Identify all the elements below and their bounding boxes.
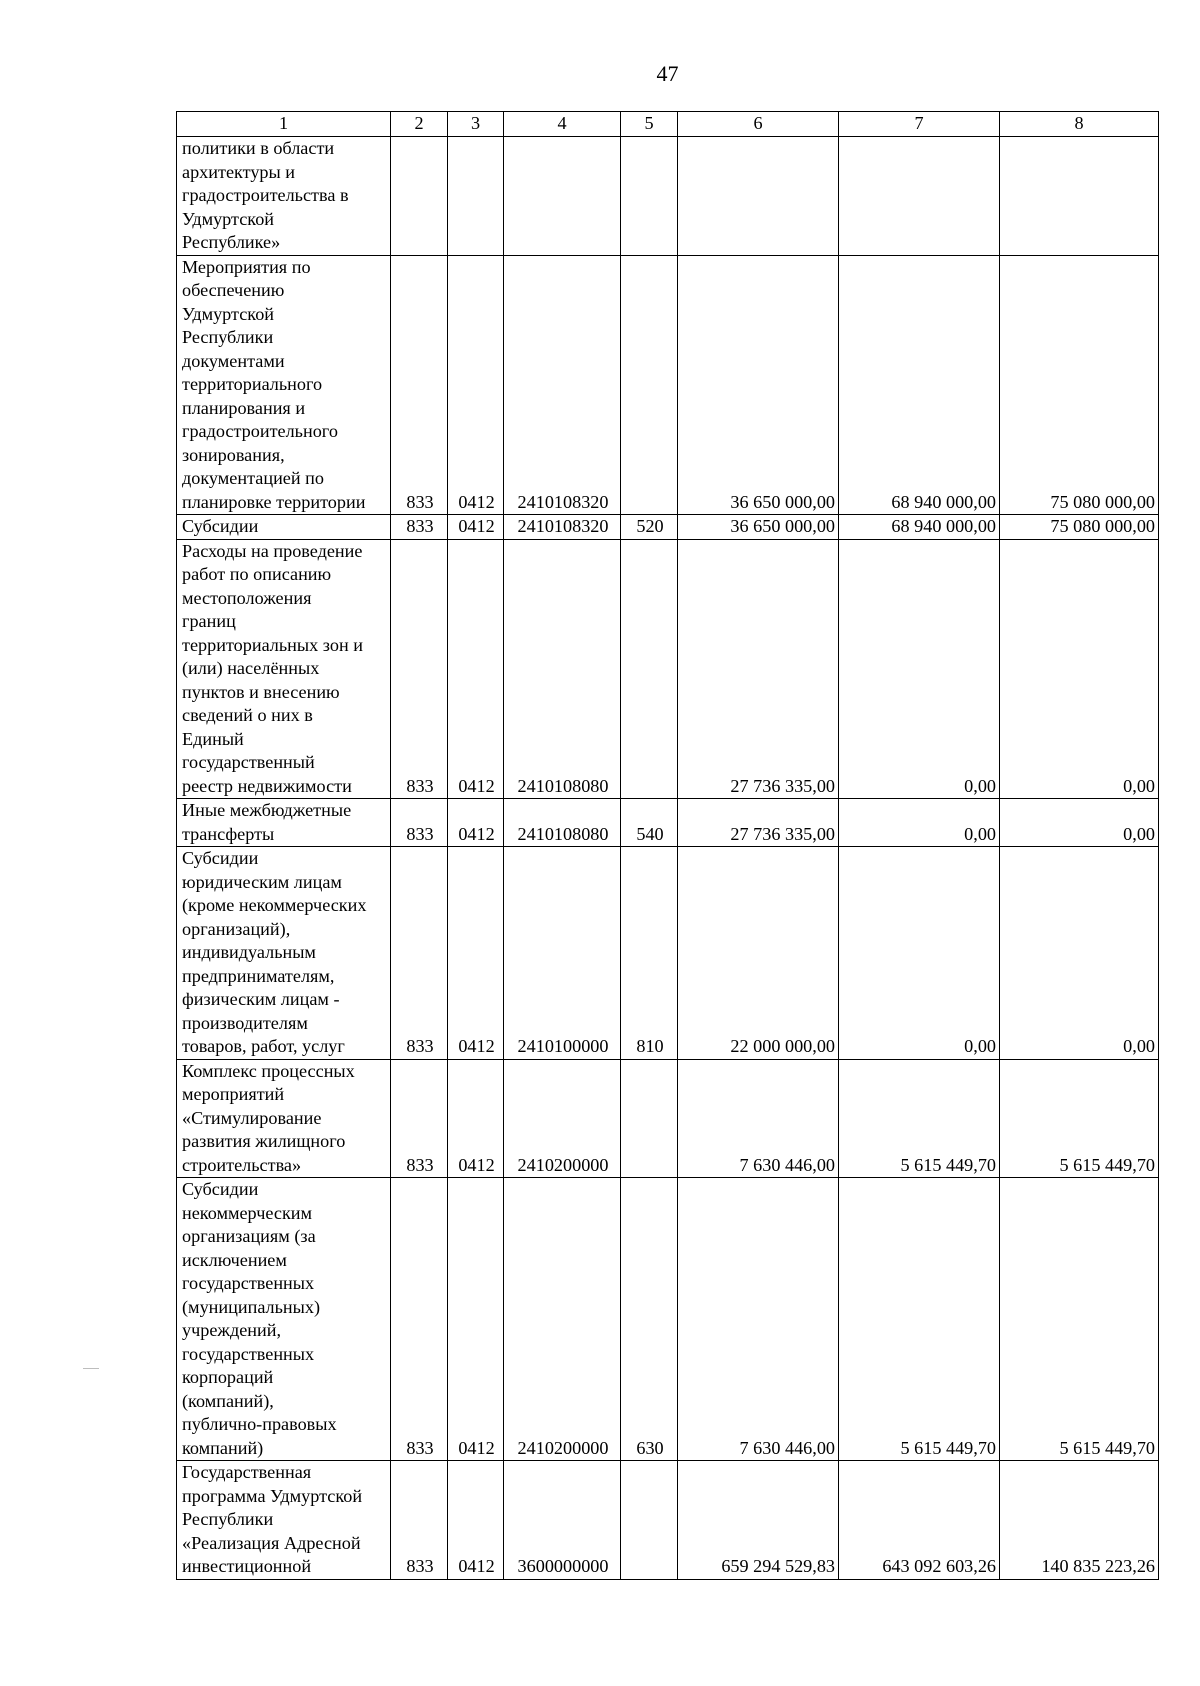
cell-col2: 833 — [391, 799, 448, 847]
cell-col5 — [621, 1059, 678, 1178]
cell-col3: 0412 — [448, 1059, 504, 1178]
cell-col8: 0,00 — [1000, 847, 1159, 1060]
page-number: 47 — [656, 61, 679, 86]
cell-col6: 7 630 446,00 — [678, 1178, 839, 1461]
cell-col4: 2410108080 — [504, 539, 621, 799]
row-name: Государственная программа Удмуртской Республики «Реализация Адресной инвестиционной — [177, 1461, 391, 1580]
column-header-2: 2 — [391, 112, 448, 137]
cell-col8: 0,00 — [1000, 539, 1159, 799]
cell-col6: 22 000 000,00 — [678, 847, 839, 1060]
cell-col2: 833 — [391, 1059, 448, 1178]
row-name: Комплекс процессных мероприятий «Стимулирование развития жилищного строительства» — [177, 1059, 391, 1178]
cell-col2: 833 — [391, 1461, 448, 1580]
cell-col6: 27 736 335,00 — [678, 799, 839, 847]
cell-col8: 5 615 449,70 — [1000, 1059, 1159, 1178]
cell-col4: 2410100000 — [504, 847, 621, 1060]
cell-col6: 659 294 529,83 — [678, 1461, 839, 1580]
cell-col7: 0,00 — [839, 799, 1000, 847]
cell-col8: 75 080 000,00 — [1000, 515, 1159, 540]
row-name: Мероприятия по обеспечению Удмуртской Республики документами территориального планирования и градостроительного зонирования, документацией по планировке территории — [177, 255, 391, 515]
cell-col5: 540 — [621, 799, 678, 847]
table-row — [177, 847, 1159, 1060]
cell-col5: 630 — [621, 1178, 678, 1461]
cell-col5 — [621, 137, 678, 256]
cell-col5 — [621, 255, 678, 515]
cell-col2: 833 — [391, 255, 448, 515]
cell-col6: 27 736 335,00 — [678, 539, 839, 799]
column-header-5: 5 — [621, 112, 678, 137]
cell-col7: 0,00 — [839, 539, 1000, 799]
cell-col8: 75 080 000,00 — [1000, 255, 1159, 515]
cell-col2: 833 — [391, 539, 448, 799]
cell-col7: 5 615 449,70 — [839, 1178, 1000, 1461]
budget-table — [176, 111, 1159, 1580]
cell-col2 — [391, 137, 448, 256]
cell-col8: 140 835 223,26 — [1000, 1461, 1159, 1580]
cell-col4: 2410200000 — [504, 1178, 621, 1461]
cell-col3: 0412 — [448, 799, 504, 847]
cell-col4: 2410200000 — [504, 1059, 621, 1178]
cell-col7: 68 940 000,00 — [839, 255, 1000, 515]
cell-col4: 2410108320 — [504, 255, 621, 515]
cell-col6: 7 630 446,00 — [678, 1059, 839, 1178]
column-header-4: 4 — [504, 112, 621, 137]
cell-col6 — [678, 137, 839, 256]
row-name: Расходы на проведение работ по описанию местоположения границ территориальных зон и (или) населённых пунктов и внесению сведений о них в Единый государственный реестр недвижимости — [177, 539, 391, 799]
row-name: Субсидии юридическим лицам (кроме некоммерческих организаций), индивидуальным предпринимателям, физическим лицам - производителям товаров, работ, услуг — [177, 847, 391, 1060]
cell-col4: 2410108080 — [504, 799, 621, 847]
cell-col7: 68 940 000,00 — [839, 515, 1000, 540]
cell-col2: 833 — [391, 847, 448, 1060]
table-row — [177, 1178, 1159, 1461]
table-row — [177, 1461, 1159, 1580]
cell-col5 — [621, 1461, 678, 1580]
cell-col8 — [1000, 137, 1159, 256]
cell-col4 — [504, 137, 621, 256]
cell-col3: 0412 — [448, 515, 504, 540]
cell-col4: 2410108320 — [504, 515, 621, 540]
cell-col6: 36 650 000,00 — [678, 515, 839, 540]
cell-col2: 833 — [391, 1178, 448, 1461]
cell-col7: 0,00 — [839, 847, 1000, 1060]
column-header-6: 6 — [678, 112, 839, 137]
column-header-7: 7 — [839, 112, 1000, 137]
table-row — [177, 137, 1159, 256]
cell-col6: 36 650 000,00 — [678, 255, 839, 515]
cell-col3 — [448, 137, 504, 256]
cell-col5: 810 — [621, 847, 678, 1060]
cell-col3: 0412 — [448, 1461, 504, 1580]
table-row — [177, 539, 1159, 799]
cell-col7: 5 615 449,70 — [839, 1059, 1000, 1178]
table-row — [177, 799, 1159, 847]
cell-col7 — [839, 137, 1000, 256]
cell-col5 — [621, 539, 678, 799]
cell-col7: 643 092 603,26 — [839, 1461, 1000, 1580]
table-row — [177, 255, 1159, 515]
column-header-1: 1 — [177, 112, 391, 137]
header-row — [177, 112, 1159, 137]
cell-col4: 3600000000 — [504, 1461, 621, 1580]
cell-col3: 0412 — [448, 1178, 504, 1461]
column-header-3: 3 — [448, 112, 504, 137]
cell-col8: 0,00 — [1000, 799, 1159, 847]
row-name: Субсидии некоммерческим организациям (за исключением государственных (муниципальных) учреждений, государственных корпораций (компаний), публично-правовых компаний) — [177, 1178, 391, 1461]
column-header-8: 8 — [1000, 112, 1159, 137]
cell-col5: 520 — [621, 515, 678, 540]
row-name: политики в области архитектуры и градостроительства в Удмуртской Республике» — [177, 137, 391, 256]
table-row — [177, 515, 1159, 540]
cell-col2: 833 — [391, 515, 448, 540]
table-row — [177, 1059, 1159, 1178]
cell-col3: 0412 — [448, 255, 504, 515]
scan-artifact-mark — [83, 1368, 99, 1369]
row-name: Субсидии — [177, 515, 391, 540]
cell-col3: 0412 — [448, 847, 504, 1060]
cell-col8: 5 615 449,70 — [1000, 1178, 1159, 1461]
cell-col3: 0412 — [448, 539, 504, 799]
row-name: Иные межбюджетные трансферты — [177, 799, 391, 847]
